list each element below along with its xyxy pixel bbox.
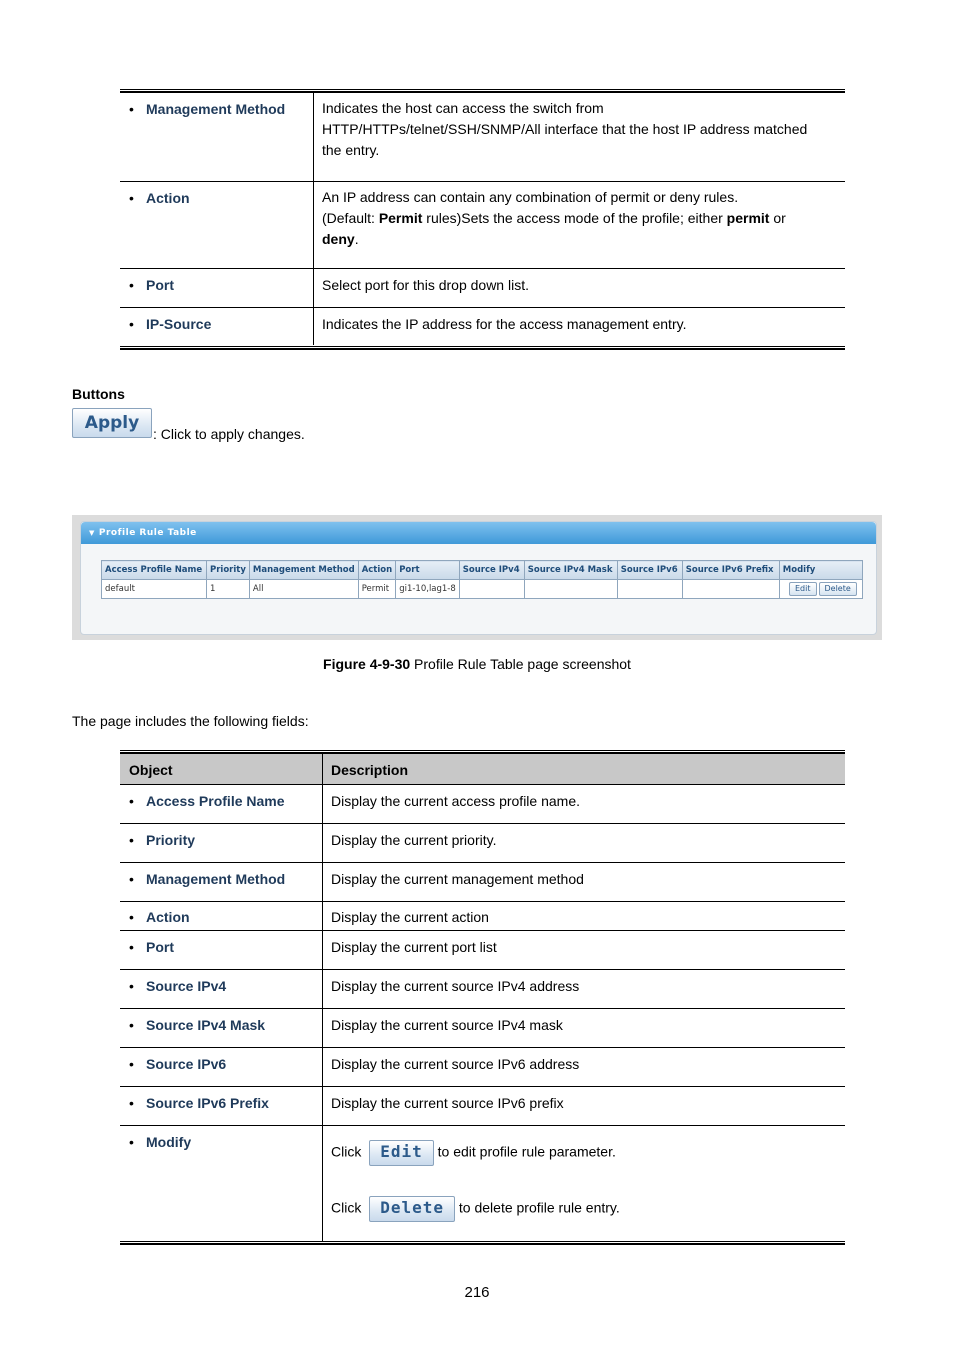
table-row [120, 1048, 845, 1087]
cell-src-ipv6-prefix [682, 580, 779, 599]
description-line: An IP address can contain any combination of permit or deny rules. [322, 188, 739, 205]
table-row [102, 580, 863, 599]
cell-src-ipv4-mask [524, 580, 617, 599]
table-bottom-rule [120, 346, 845, 350]
profile-rule-panel [80, 521, 877, 635]
cell-priority: 1 [207, 580, 250, 599]
description-text: Display the current priority. [331, 832, 497, 848]
fields-table [120, 754, 845, 1242]
object-name: • Action [120, 182, 313, 206]
buttons-heading: Buttons [72, 386, 125, 402]
panel-title: Profile Rule Table [98, 528, 197, 538]
description-line: (Default: Permit rules)Sets the access mode of the profile; either permit or [322, 209, 786, 226]
object-name: • Source IPv4 Mask [120, 1009, 322, 1033]
page-number: 216 [464, 1284, 490, 1301]
object-name: • Management Method [120, 863, 322, 887]
table-header-row [120, 754, 845, 785]
object-name: • Source IPv6 Prefix [120, 1087, 322, 1111]
profile-rule-screenshot [72, 515, 882, 640]
cell-src-ipv6 [617, 580, 682, 599]
table-row [120, 268, 845, 307]
object-name: • Action [120, 902, 322, 925]
object-name: • IP-Source [120, 308, 313, 332]
table-row [120, 824, 845, 863]
description-text: Display the current port list [331, 939, 497, 955]
table-row [120, 931, 845, 970]
description-text: Display the current source IPv4 address [331, 978, 580, 994]
modify-edit-line: Click Edit to edit profile rule parameter. [331, 1126, 837, 1166]
edit-button[interactable]: Edit [369, 1140, 434, 1166]
object-name: • Source IPv6 [120, 1048, 322, 1072]
profile-rule-table [101, 560, 863, 599]
table-row [120, 863, 845, 902]
description-line: Indicates the host can access the switch from [322, 100, 604, 116]
description-text: Display the current access profile name. [331, 793, 580, 809]
table-bottom-rule [120, 1241, 845, 1245]
object-name: • Port [120, 931, 322, 955]
table-row [120, 970, 845, 1009]
object-name: • Modify [120, 1126, 322, 1150]
description-line: HTTP/HTTPs/telnet/SSH/SNMP/All interface that the host IP address matched [322, 121, 808, 137]
column-header: Access Profile Name [102, 561, 207, 580]
object-name: • Management Method [120, 93, 313, 117]
figure-caption: Figure 4-9-30 Profile Rule Table page screenshot [323, 656, 631, 672]
column-header: Source IPv4 [459, 561, 524, 580]
column-header: Port [396, 561, 460, 580]
column-header: Priority [207, 561, 250, 580]
edit-button[interactable]: Edit [789, 582, 817, 596]
object-name: • Access Profile Name [120, 785, 322, 809]
description-line: the entry. [322, 142, 380, 158]
cell-port: gi1-10,lag1-8 [396, 580, 460, 599]
table-row [120, 902, 845, 931]
description-text: Indicates the IP address for the access management entry. [322, 315, 687, 332]
object-name: • Port [120, 269, 313, 293]
column-header: Modify [779, 561, 862, 580]
apply-button[interactable]: Apply [72, 408, 152, 438]
modify-delete-line: Click Delete to delete profile rule entry. [331, 1166, 837, 1222]
description-text: Display the current source IPv6 prefix [331, 1095, 564, 1111]
table-row [120, 307, 845, 345]
description-text: Display the current source IPv6 address [331, 1056, 580, 1072]
header-description: Description [323, 754, 846, 785]
delete-button[interactable]: Delete [819, 582, 857, 596]
description-text: Display the current action [331, 909, 489, 925]
top-fields-table [120, 93, 845, 345]
column-header: Action [358, 561, 396, 580]
table-row [120, 93, 845, 181]
description-text: Display the current source IPv4 mask [331, 1017, 563, 1033]
table-row [120, 785, 845, 824]
description-line: deny. [322, 230, 359, 247]
panel-title-bar[interactable] [81, 522, 876, 544]
delete-button[interactable]: Delete [369, 1196, 455, 1222]
cell-action: Permit [358, 580, 396, 599]
table-row [120, 1126, 845, 1242]
column-header: Source IPv4 Mask [524, 561, 617, 580]
object-name: • Priority [120, 824, 322, 848]
table-row [120, 1009, 845, 1048]
column-header: Source IPv6 [617, 561, 682, 580]
cell-name: default [102, 580, 207, 599]
table-header-row [102, 561, 863, 580]
object-name: • Source IPv4 [120, 970, 322, 994]
cell-src-ipv4 [459, 580, 524, 599]
description-text: Select port for this drop down list. [322, 276, 529, 293]
apply-description: : Click to apply changes. [153, 426, 305, 442]
table-row [120, 1087, 845, 1126]
column-header: Source IPv6 Prefix [682, 561, 779, 580]
cell-method: All [249, 580, 358, 599]
header-object: Object [120, 754, 323, 785]
cell-modify [779, 580, 862, 599]
description-text: Display the current management method [331, 871, 584, 887]
intro-text: The page includes the following fields: [72, 713, 309, 729]
table-row [120, 181, 845, 268]
column-header: Management Method [249, 561, 358, 580]
collapse-triangle-icon[interactable]: ▼ [89, 529, 95, 537]
